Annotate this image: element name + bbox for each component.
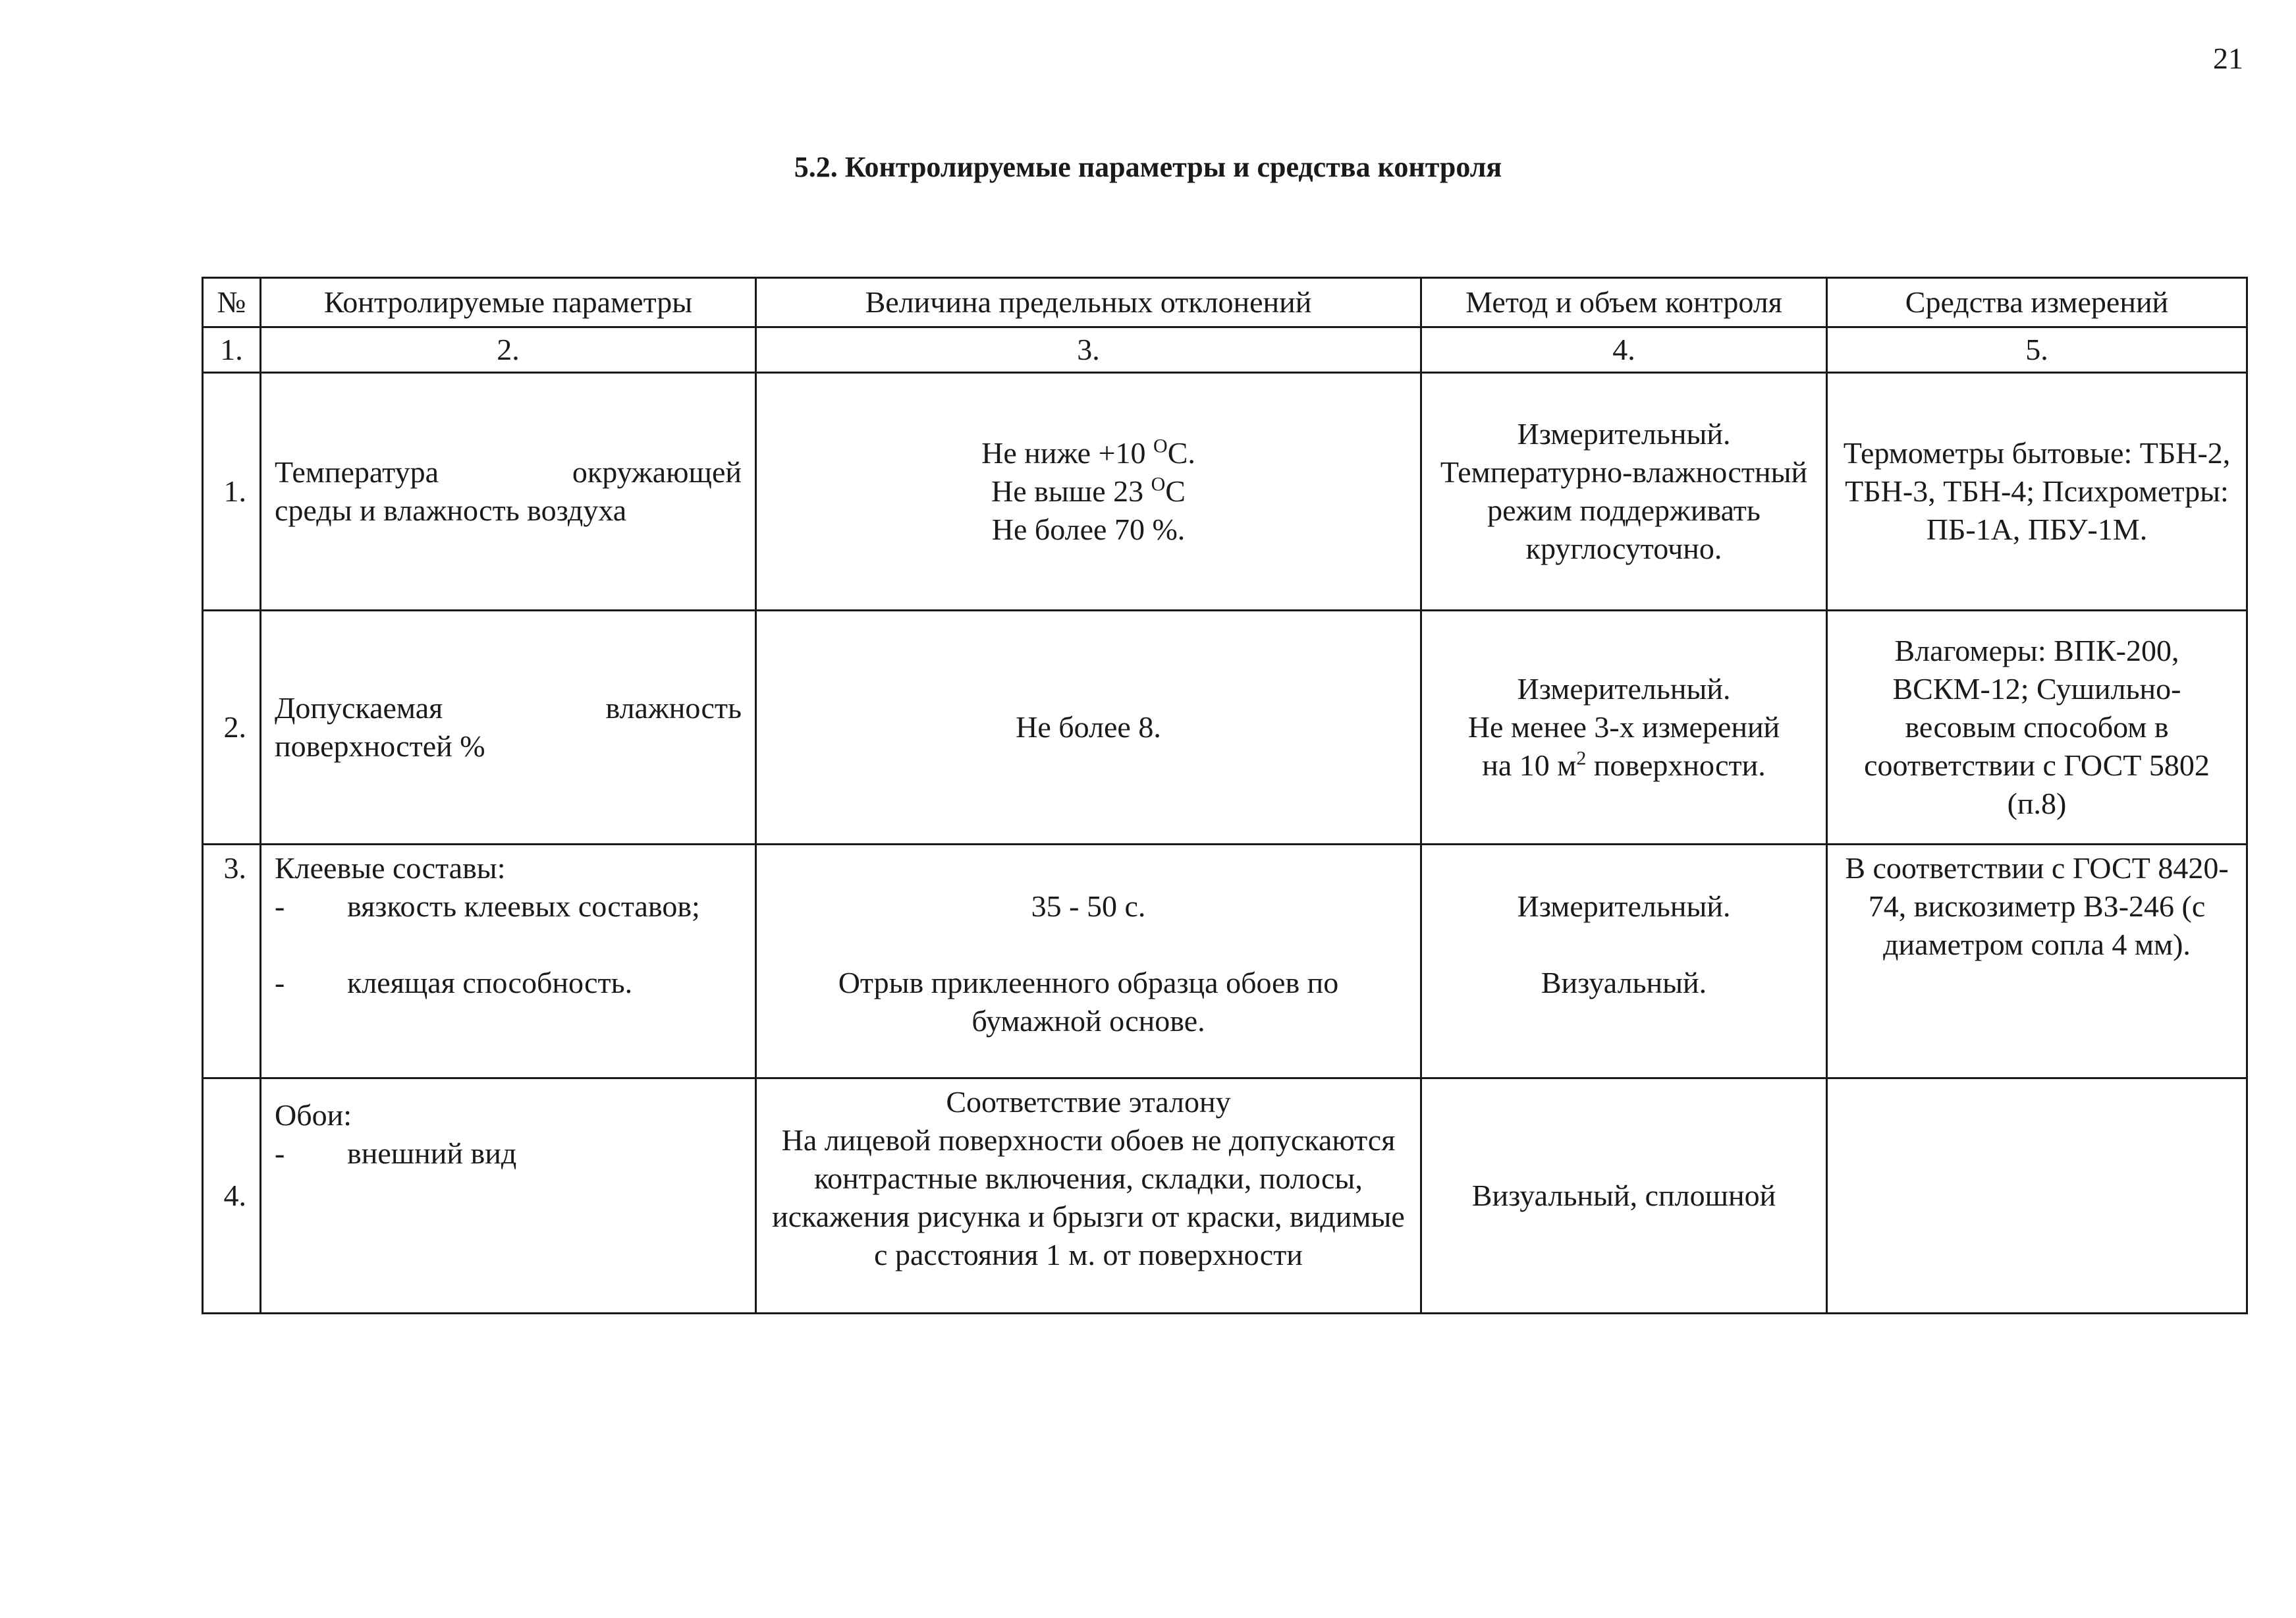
method-text: поверхности. <box>1586 748 1766 782</box>
method-text: на 10 м <box>1482 748 1577 782</box>
row-means: Термометры бытовые: ТБН-2, ТБН-3, ТБН-4; Психрометры: ПБ-1А, ПБУ-1М. <box>1827 373 2247 611</box>
parameter-line: поверхностей % <box>275 729 485 763</box>
parameter-line: среды и влажность воздуха <box>275 493 627 527</box>
method-text: Визуальный. <box>1541 966 1707 999</box>
table-header-row <box>203 278 2247 327</box>
limit-line <box>770 434 1407 472</box>
limit-text: 35 - 50 с. <box>1031 889 1146 923</box>
row-number: 1. <box>203 373 261 611</box>
list-item <box>275 1134 742 1173</box>
parameter-line: Допускаемая влажность <box>275 691 742 725</box>
column-number: 1. <box>203 327 261 373</box>
row-parameter <box>261 1078 756 1314</box>
row-limit <box>756 1078 1421 1314</box>
page-number: 21 <box>2213 42 2243 75</box>
list-item <box>275 964 742 1002</box>
page-title: 5.2. Контролируемые параметры и средства контроля <box>794 151 1502 183</box>
row-parameter <box>261 845 756 1078</box>
parameter-line: Температура окружающей <box>275 455 742 489</box>
row-limit: Не более 8. <box>756 611 1421 845</box>
row-method: Визуальный, сплошной <box>1421 1078 1827 1314</box>
limit-text: Не ниже +10 <box>981 436 1154 470</box>
row-parameter <box>261 373 756 611</box>
row-parameter <box>261 611 756 845</box>
method-line: Измерительный. <box>1517 672 1731 706</box>
row-means: В соответствии с ГОСТ 8420-74, вискозиметр ВЗ-246 (с диаметром сопла 4 мм). <box>1827 845 2247 1078</box>
row-limit <box>756 845 1421 1078</box>
header-parameters: Контролируемые параметры <box>261 278 756 327</box>
list-item <box>275 887 742 926</box>
list-item-text: внешний вид <box>347 1136 517 1170</box>
limit-line: Не более 70 %. <box>991 513 1186 546</box>
list-item-text: вязкость клеевых составов; <box>347 889 700 923</box>
limit-title: Соответствие эталону <box>946 1085 1231 1119</box>
header-method: Метод и объем контроля <box>1421 278 1827 327</box>
method-text: Измерительный. <box>1517 889 1731 923</box>
column-number: 2. <box>261 327 756 373</box>
limit-text: Не выше 23 <box>991 474 1151 508</box>
limit-unit: С <box>1165 474 1186 508</box>
row-number: 3. <box>203 845 261 1078</box>
column-number: 3. <box>756 327 1421 373</box>
list-dash: - <box>275 1136 285 1170</box>
parameter-title: Обои: <box>275 1098 352 1132</box>
method-line: Не менее 3-х измерений <box>1467 710 1780 744</box>
row-method <box>1421 845 1827 1078</box>
table-row <box>203 1078 2247 1314</box>
degree-sup: О <box>1153 435 1168 457</box>
row-means: Влагомеры: ВПК-200, ВСКМ-12; Сушильно-весовым способом в соответствии с ГОСТ 5802 (п.8) <box>1827 611 2247 845</box>
control-parameters-table <box>202 277 2248 1314</box>
square-sup: 2 <box>1576 747 1587 769</box>
table-row <box>203 611 2247 845</box>
limit-line <box>770 472 1407 511</box>
degree-sup: О <box>1151 473 1166 495</box>
row-number: 4. <box>203 1078 261 1314</box>
header-measurement-means: Средства измерений <box>1827 278 2247 327</box>
method-line <box>1435 746 1813 785</box>
list-dash: - <box>275 889 285 923</box>
header-limit-deviations: Величина предельных отклонений <box>756 278 1421 327</box>
row-means <box>1827 1078 2247 1314</box>
row-limit <box>756 373 1421 611</box>
limit-text: Отрыв приклеенного образца обоев по бумажной основе. <box>838 966 1339 1038</box>
column-number: 4. <box>1421 327 1827 373</box>
list-dash: - <box>275 966 285 999</box>
row-method <box>1421 611 1827 845</box>
table-row <box>203 373 2247 611</box>
row-method: Измерительный. Температурно-влажностный режим поддерживать круглосуточно. <box>1421 373 1827 611</box>
parameter-title: Клеевые составы: <box>275 851 506 885</box>
table-row <box>203 845 2247 1078</box>
limit-text: На лицевой поверхности обоев не допускаются контрастные включения, складки, полосы, искажения рисунка и брызги от краски, видимые с расстояния 1 м. от поверхности <box>772 1123 1405 1271</box>
column-number: 5. <box>1827 327 2247 373</box>
header-number: № <box>203 278 261 327</box>
column-number-row <box>203 327 2247 373</box>
limit-unit: С. <box>1167 436 1195 470</box>
row-number: 2. <box>203 611 261 845</box>
list-item-text: клеящая способность. <box>347 966 633 999</box>
